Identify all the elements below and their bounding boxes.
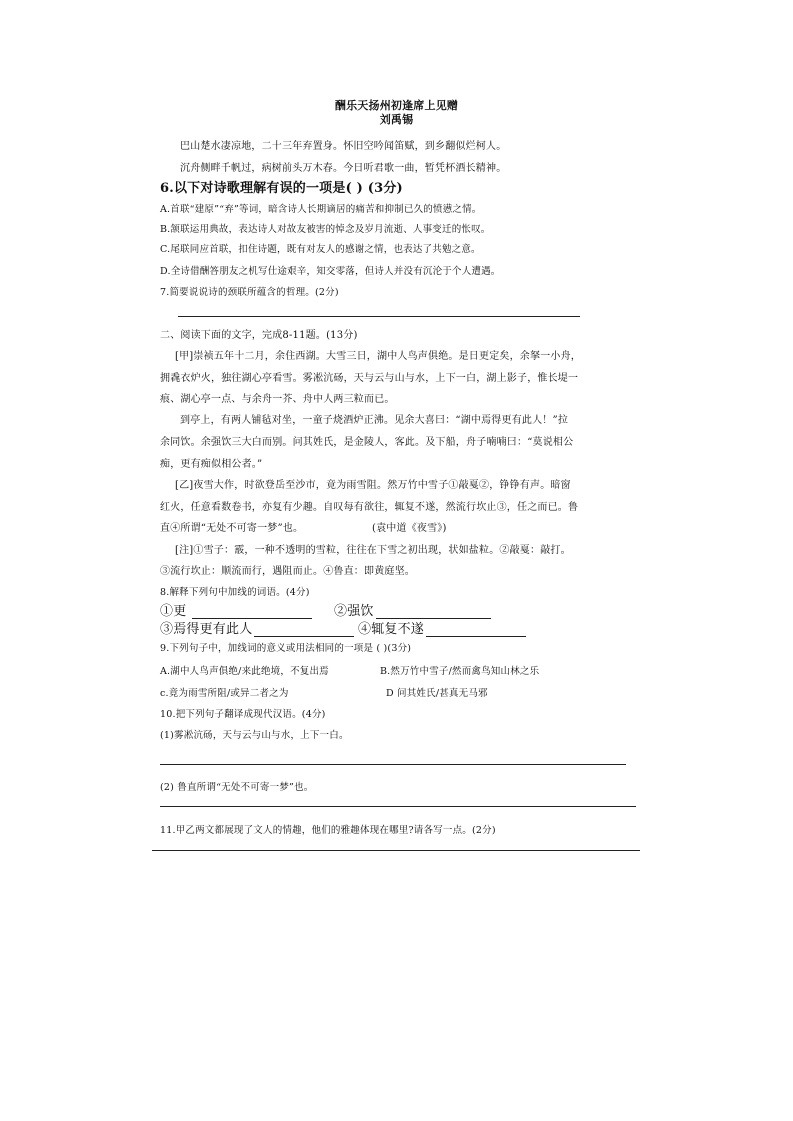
q6-option-c: C.尾联同应首联，扣住诗题，既有对友人的感谢之情，也表达了共勉之意。 <box>160 244 481 255</box>
jia-para1-line1: [甲]崇祯五年十二月，余住西湖。大雪三日，湖中人鸟声俱绝。是日更定矣，余拏一小舟， <box>175 351 582 362</box>
q6-option-a: A.首联“建原”“弃”等词，暗含诗人长期谪居的痛苦和抑制已久的愤懑之情。 <box>160 204 482 215</box>
q7-stem: 7.简要说说诗的颈联所蕴含的哲理。(2分) <box>160 287 339 298</box>
yi-line2: 红火，任意看数卷书，亦复有少趣。自叹每有欲往，辄复不遂，然流行坎止③，任之而已。鲁 <box>160 502 579 513</box>
part2-heading: 二、阅读下面的文字，完成8-11题。(13分) <box>160 330 358 341</box>
poem-author: 刘禹锡 <box>379 113 414 126</box>
q9-option-b: B.然万竹中雪子/然而禽鸟知山林之乐 <box>380 666 540 677</box>
q11-stem: 11.甲乙两文都展现了文人的情趣，他们的雅趣体现在哪里?请各写一点。(2分) <box>160 825 496 836</box>
q10-sentence-2: (2) 鲁直所谓“无处不可寄一梦”也。 <box>160 782 314 793</box>
note-line1: [注]①雪子：霰，一种不透明的雪粒，往往在下雪之初出现，状如盐粒。②敲戛：敲打。 <box>175 545 571 556</box>
q10-stem: 10.把下列句子翻译成现代汉语。(4分) <box>160 709 326 720</box>
note-line2: ③流行坎止：顺流而行，遇阻而止。④鲁直：即黄庭坚。 <box>160 566 415 577</box>
q8-item-3-blank[interactable] <box>254 624 354 637</box>
q9-option-d: D 问其姓氏/甚真无马邪 <box>386 688 488 699</box>
q8-item-4 <box>358 618 526 637</box>
jia-para2-line3: 痴，更有痴似相公者。” <box>160 459 263 470</box>
q7-answer-line[interactable] <box>178 316 580 317</box>
q8-stem: 8.解释下列句中加线的词语。(4分) <box>160 587 310 598</box>
poem-title: 酬乐天扬州初逢席上见赠 <box>334 99 459 112</box>
jia-para2-line1: 到亭上，有两人铺毡对坐，一童子烧酒炉正沸。见余大喜曰：“湖中焉得更有此人！”拉 <box>180 415 569 426</box>
q8-item-2 <box>334 600 491 619</box>
q8-item-1-label: ①更 <box>160 604 187 619</box>
q8-item-1 <box>160 600 312 619</box>
poem-line-1: 巴山楚水凄凉地，二十三年弃置身。怀旧空吟闻笛赋，到乡翻似烂柯人。 <box>180 141 507 152</box>
yi-source: (袁中道《夜雪》) <box>372 523 447 534</box>
q9-stem: 9.下列句子中，加线词的意义或用法相同的一项是 ( )(3分) <box>160 643 412 654</box>
q6-option-b: B.颔联运用典故，表达诗人对故友被害的悼念及岁月流逝、人事变迁的怅叹。 <box>160 224 491 235</box>
q8-item-4-label: ④辄复不遂 <box>358 622 425 637</box>
yi-line1: [乙]夜雪大作，时欲登岳至沙市，竟为雨雪阻。然万竹中雪子①敲戛②，铮铮有声。暗窗 <box>175 480 571 491</box>
q10-answer-line-1[interactable] <box>160 764 626 765</box>
q8-item-4-blank[interactable] <box>426 624 526 637</box>
q9-option-c: c.竟为雨雪所阻/或异二者之为 <box>160 688 289 699</box>
jia-para2-line2: 余同饮。余强饮三大白而别。问其姓氏，是金陵人，客此。及下船，舟子喃喃曰：“莫说相公 <box>160 437 574 448</box>
jia-para1-line3: 痕、湖心亭一点、与余舟一芥、舟中人两三粒而已。 <box>160 394 395 405</box>
q8-item-2-label: ②强饮 <box>334 604 374 619</box>
q10-answer-line-2[interactable] <box>160 806 636 807</box>
q8-item-3-label: ③焉得更有此人 <box>160 622 253 637</box>
q8-item-3 <box>160 618 354 637</box>
poem-line-2: 沉舟侧畔千帆过，病树前头万木春。今日听君歌一曲，暂凭杯酒长精神。 <box>180 163 507 174</box>
jia-para1-line2: 拥毳衣炉火，独往湖心亭看雪。雾凇沆砀，天与云与山与水，上下一白，湖上影子，惟长堤一 <box>160 373 579 384</box>
q6-option-d: D.全诗借酬答朋友之机写仕途艰辛，知交零落，但诗人并没有沉沦于个人遭遇。 <box>160 266 501 277</box>
q6-stem: 6.以下对诗歌理解有误的一项是( ) (3分) <box>160 181 403 196</box>
q9-option-a: A.湖中人鸟声俱绝/来此绝境，不复出焉 <box>160 666 329 677</box>
q11-answer-line[interactable] <box>152 850 640 851</box>
yi-line3: 直④所谓“无处不可寄一梦”也。 <box>160 523 304 534</box>
q10-sentence-1: (1)雾凇沆砀，天与云与山与水，上下一白。 <box>160 730 349 741</box>
